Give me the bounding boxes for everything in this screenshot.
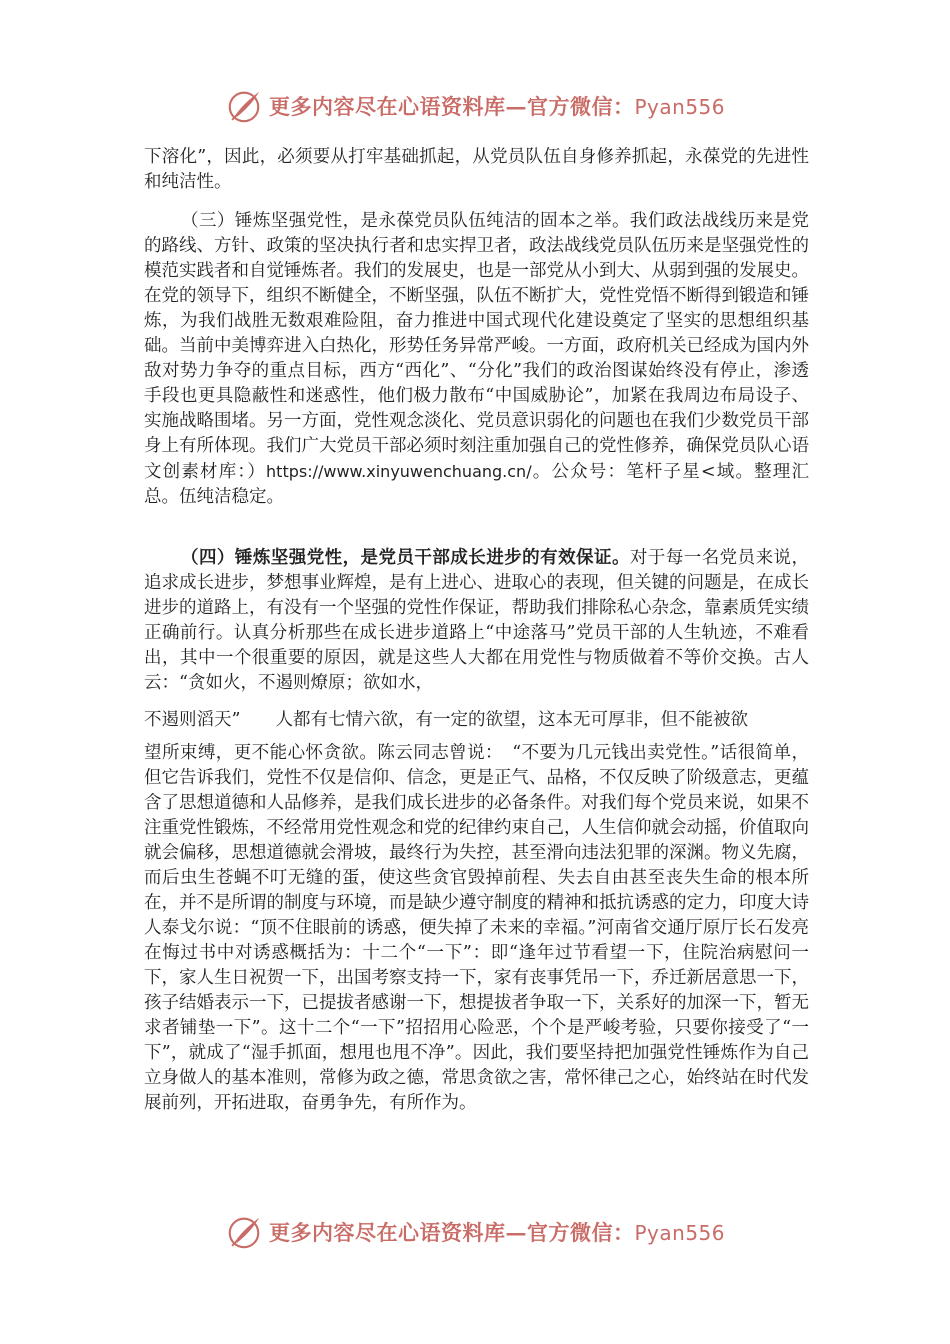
banner-title: 更多内容尽在心语资料库—官方微信： bbox=[268, 94, 635, 119]
paragraph-four bbox=[144, 546, 809, 696]
paragraph-three-tail: 。公众号：笔杆子星<域。整理汇总。伍纯洁稳定。 bbox=[144, 462, 809, 507]
footer-banner bbox=[0, 1210, 950, 1254]
paragraph-four-lead: （四）锤炼坚强党性，是党员干部成长进步的有效保证。 bbox=[181, 548, 630, 568]
paragraph-continuation: 下溶化”，因此，必须要从打牢基础抓起，从党员队伍自身修养抓起，永葆党的先进性和纯洁性。 bbox=[144, 147, 809, 192]
paragraph-three-text: （三）锤炼坚强党性，是永葆党员队伍纯洁的固本之举。我们政法战线历来是党的路线、方针、政策的坚决执行者和忠实捍卫者，政法战线党员队伍历来是坚强党性的模范实践者和自觉锤炼者。我们的发展史，也是一部党从小到大、从弱到强的发展史。在党的领导下，组织不断健全，不断坚强，队伍不断扩大，党性党悟不断得到锻造和锤炼，为我们战胜无数艰难险阻，奋力推进中国式现代化建设奠定了坚实的思想组织基础。当前中美博弈进入白热化，形势任务异常严峻。一方面，政府机关已经成为国内外敌对势力争夺的重点目标，西方“西化”、“分化”我们的政治图谋始终没有停止，渗透手段也更具隐蔽性和迷惑性，他们极力散布“中国威胁论”，加紧在我周边布局设子、实施战略围堵。另一方面，党性观念淡化、党员意识弱化的问题也在我们少数党员干部身上有所体现。我们广大党员干部必须时刻注重加强自己的党性修养，确保党员队心语文创素材库：） bbox=[144, 211, 809, 482]
paragraph-four-body: 望所束缚，更不能心怀贪欲。陈云同志曾说： “不要为几元钱出卖党性。”话很简单，但它告诉我们，党性不仅是信仰、信念，更是正气、品格，不仅反映了阶级意志，更蕴含了思想道德和人品修养，是我们成长进步的必备条件。对我们每个党员来说，如果不注重党性锻炼，不经常用党性观念和党的纪律约束自己，人生信仰就会动摇，价值取向就会偏移，思想道德就会滑坡，最终行为失控，甚至滑向违法犯罪的深渊。物义先腐，而后虫生苍蝇不叮无缝的蛋，使这些贪官毁掉前程、失去自由甚至丧失生命的根本所在，并不是所谓的制度与环境，而是缺少遵守制度的精神和抵抗诱惑的定力，印度大诗人泰戈尔说：“顶不住眼前的诱惑，便失掉了未来的幸福。”河南省交通厅原厅长石发亮在悔过书中对诱惑概括为：十二个“一下”：即“逢年过节看望一下，住院治病慰问一下，家人生日祝贺一下，出国考察支持一下，家有丧事凭吊一下，乔迁新居意思一下，孩子结婚表示一下，已提拔者感谢一下，想提拔者争取一下，关系好的加深一下，暂无求者铺垫一下”。这十二个“一下”招招用心险恶，个个是严峻考验，只要你接受了“一下”，就成了“湿手抓面，想甩也甩不净”。因此，我们要坚持把加强党性锤炼作为自己立身做人的基本准则，常修为政之德，常思贪欲之害，常怀律己之心，始终站在时代发展前列，开拓进取，奋勇争先，有所作为。 bbox=[144, 743, 809, 1113]
paragraph-four-text: 对于每一名党员来说，追求成长进步，梦想事业辉煌，是有上进心、进取心的表现，但关键的问题是，在成长进步的道路上，有没有一个坚强的党性作保证，帮助我们排除私心杂念，靠素质凭实绩正确前行。认真分析那些在成长进步道路上“中途落马”党员干部的人生轨迹，不难看出，其中一个很重要的原因，就是这些人大都在用党性与物质做着不等价交换。古人云：“贪如火，不遏则燎原；欲如水， bbox=[144, 548, 810, 693]
paragraph-three bbox=[144, 209, 809, 510]
paragraph-four-continuation: 不遏则滔天” 人都有七情六欲，有一定的欲望，这本无可厚非，但不能被欲 bbox=[144, 710, 748, 730]
quill-logo-icon bbox=[225, 87, 263, 125]
banner-text bbox=[269, 1217, 725, 1247]
quill-logo-icon bbox=[225, 1213, 263, 1251]
banner-wechat-id: Pyan556 bbox=[634, 95, 725, 119]
header-banner bbox=[0, 84, 950, 128]
banner-text bbox=[269, 91, 725, 121]
source-url-link[interactable]: https://www.xinyuwenchuang.cn/ bbox=[266, 462, 532, 481]
banner-wechat-id: Pyan556 bbox=[634, 1221, 725, 1245]
banner-title: 更多内容尽在心语资料库—官方微信： bbox=[268, 1220, 635, 1245]
